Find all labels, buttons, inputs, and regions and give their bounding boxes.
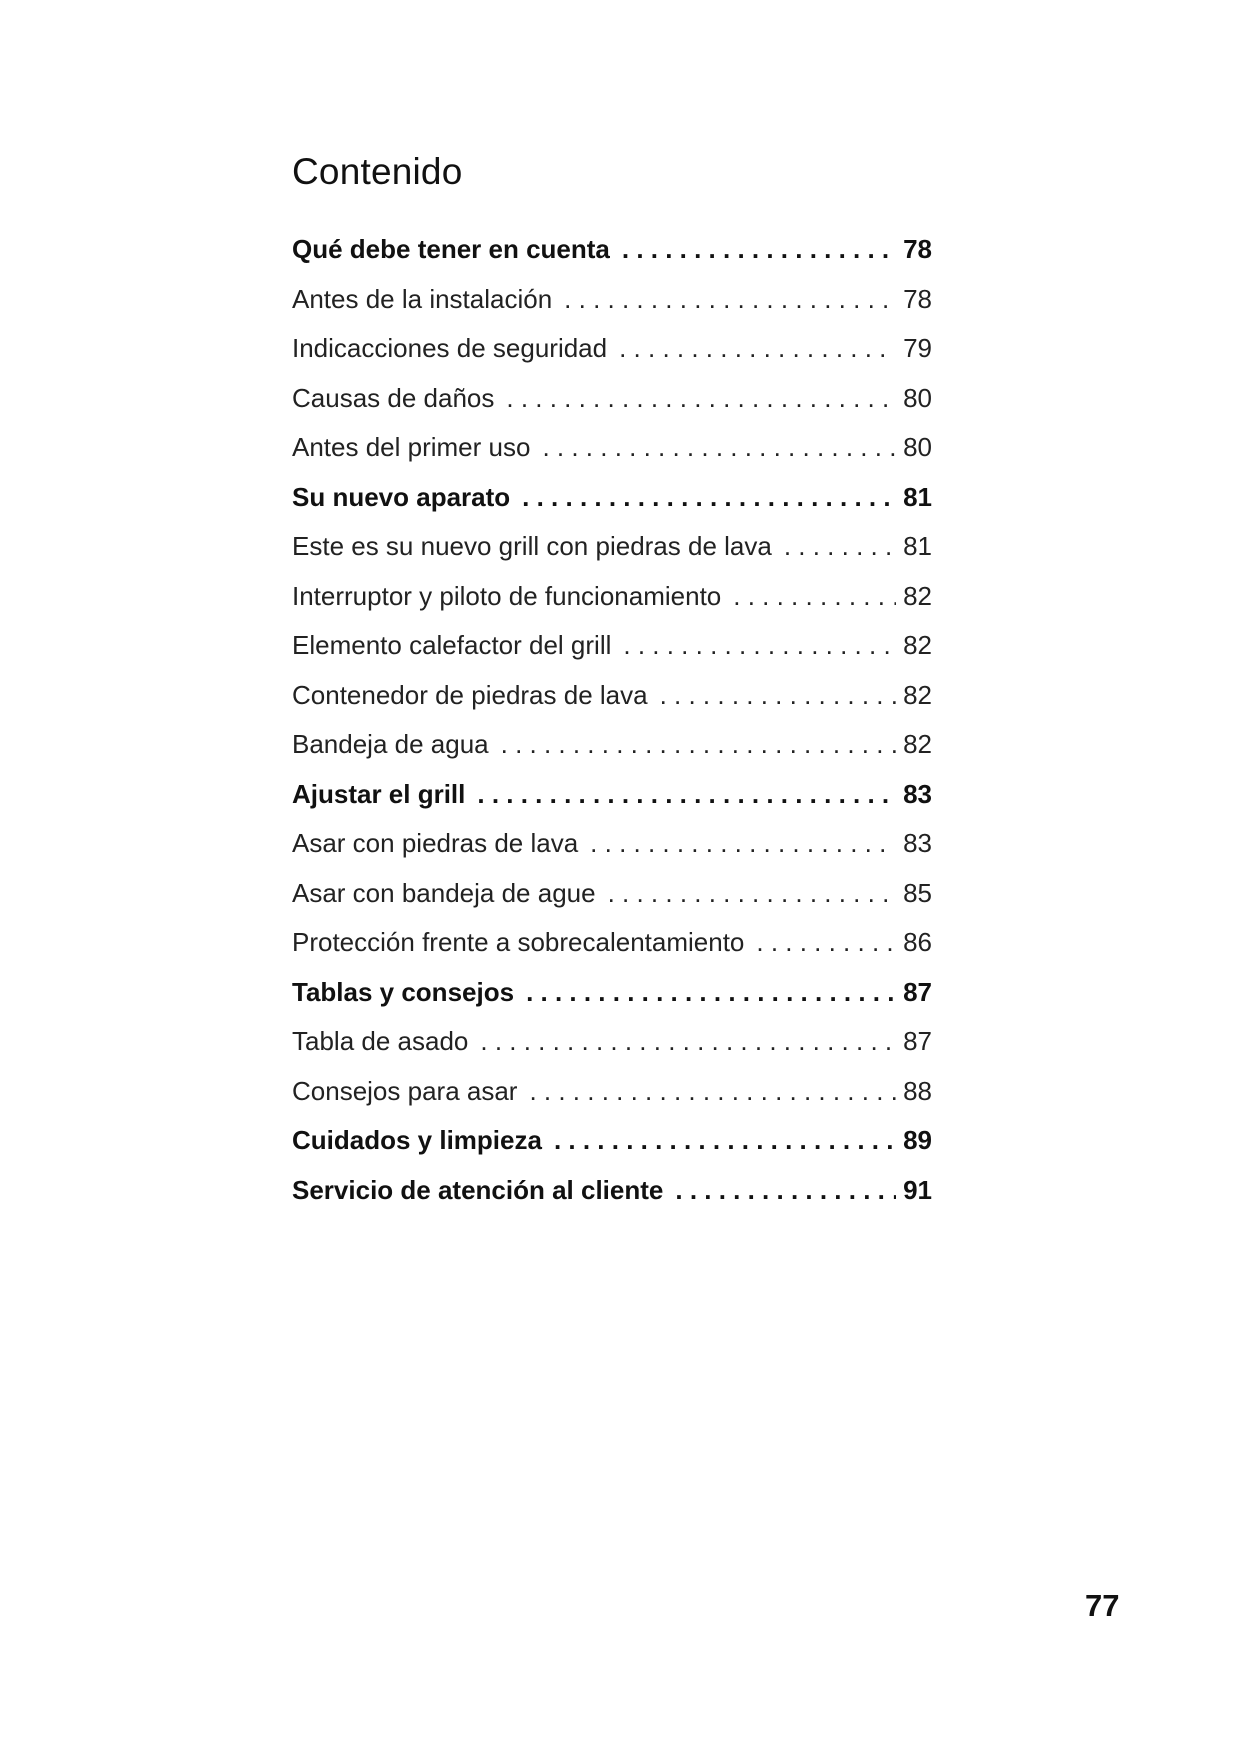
dot-leader — [501, 729, 896, 760]
toc-row[interactable] — [292, 1175, 932, 1225]
dot-leader — [542, 432, 896, 463]
dot-leader — [623, 630, 896, 661]
dot-leader — [506, 383, 896, 414]
toc-entry-label: Indicacciones de seguridad — [292, 333, 608, 363]
toc-row[interactable] — [292, 383, 932, 433]
toc-entry-page: 78 — [903, 234, 932, 264]
toc-entry-label: Tablas y consejos — [292, 976, 515, 1007]
page-number: 77 — [1085, 1588, 1120, 1623]
toc-entry-label: Interruptor y piloto de funcionamiento — [292, 580, 722, 611]
toc-entry-page: 87 — [903, 976, 932, 1007]
toc-entry-label: Causas de daños — [292, 382, 495, 413]
toc-entry-label: Antes del primer uso — [292, 432, 531, 462]
toc-entry-label: Antes de la instalación — [292, 283, 553, 314]
toc-entry-label: Elemento calefactor del grill — [292, 630, 612, 660]
toc-row[interactable] — [292, 729, 932, 779]
page-title: Contenido — [292, 151, 463, 192]
toc-row[interactable] — [292, 977, 932, 1027]
toc-entry-label: Protección frente a sobrecalentamiento — [292, 927, 745, 957]
toc-row[interactable] — [292, 482, 932, 532]
toc-entry-label: Contenedor de piedras de lava — [292, 679, 648, 710]
toc-row[interactable] — [292, 878, 932, 928]
toc-row[interactable] — [292, 680, 932, 730]
toc-entry-page: 86 — [903, 927, 932, 957]
toc-entry-page: 81 — [903, 531, 932, 561]
toc-entry-page: 85 — [903, 877, 932, 908]
toc-entry-page: 82 — [903, 630, 932, 660]
toc-entry-page: 80 — [903, 432, 932, 462]
toc-entry-page: 78 — [903, 283, 932, 314]
toc-entry-page: 83 — [903, 828, 932, 858]
dot-leader — [477, 779, 896, 810]
toc-entry-page: 83 — [903, 778, 932, 809]
toc-row[interactable] — [292, 333, 932, 383]
toc-entry-label: Tabla de asado — [292, 1026, 469, 1056]
toc-entry-page: 82 — [903, 580, 932, 611]
dot-leader — [733, 581, 896, 612]
toc-entry-label: Ajustar el grill — [292, 778, 466, 809]
dot-leader — [608, 878, 896, 909]
dot-leader — [622, 234, 896, 265]
toc-entry-page: 81 — [903, 481, 932, 512]
toc-entry-page: 91 — [903, 1174, 932, 1205]
toc-row[interactable] — [292, 630, 932, 680]
dot-leader — [784, 531, 896, 562]
dot-leader — [554, 1125, 896, 1156]
toc-entry-label: Consejos para asar — [292, 1075, 518, 1106]
dot-leader — [480, 1026, 896, 1057]
toc-entry-label: Bandeja de agua — [292, 729, 489, 759]
toc-row[interactable] — [292, 1125, 932, 1175]
toc-row[interactable] — [292, 1026, 932, 1076]
toc-entry-label: Asar con piedras de lava — [292, 828, 579, 858]
toc-entry-page: 88 — [903, 1075, 932, 1106]
toc-row[interactable] — [292, 581, 932, 631]
toc-entry-page: 82 — [903, 679, 932, 710]
toc-entry-label: Este es su nuevo grill con piedras de lava — [292, 531, 772, 561]
dot-leader — [564, 284, 896, 315]
dot-leader — [529, 1076, 896, 1107]
dot-leader — [675, 1175, 896, 1206]
dot-leader — [526, 977, 896, 1008]
toc-entry-label: Qué debe tener en cuenta — [292, 234, 610, 264]
toc-entry-page: 87 — [903, 1026, 932, 1056]
toc-entry-page: 80 — [903, 382, 932, 413]
dot-leader — [522, 482, 896, 513]
toc-row[interactable] — [292, 432, 932, 482]
toc-entry-label: Su nuevo aparato — [292, 481, 511, 512]
toc-row[interactable] — [292, 1076, 932, 1126]
toc-entry-page: 79 — [903, 333, 932, 363]
dot-leader — [619, 333, 896, 364]
toc-row[interactable] — [292, 779, 932, 829]
toc-entry-page: 89 — [903, 1125, 932, 1155]
toc-entry-label: Servicio de atención al cliente — [292, 1174, 664, 1205]
toc-row[interactable] — [292, 531, 932, 581]
toc-row[interactable] — [292, 927, 932, 977]
toc-entry-page: 82 — [903, 729, 932, 759]
toc-row[interactable] — [292, 284, 932, 334]
dot-leader — [756, 927, 896, 958]
toc-row[interactable] — [292, 234, 932, 284]
table-of-contents — [292, 234, 932, 1224]
toc-entry-label: Cuidados y limpieza — [292, 1125, 542, 1155]
toc-row[interactable] — [292, 828, 932, 878]
dot-leader — [660, 680, 896, 711]
toc-entry-label: Asar con bandeja de ague — [292, 877, 596, 908]
dot-leader — [590, 828, 896, 859]
